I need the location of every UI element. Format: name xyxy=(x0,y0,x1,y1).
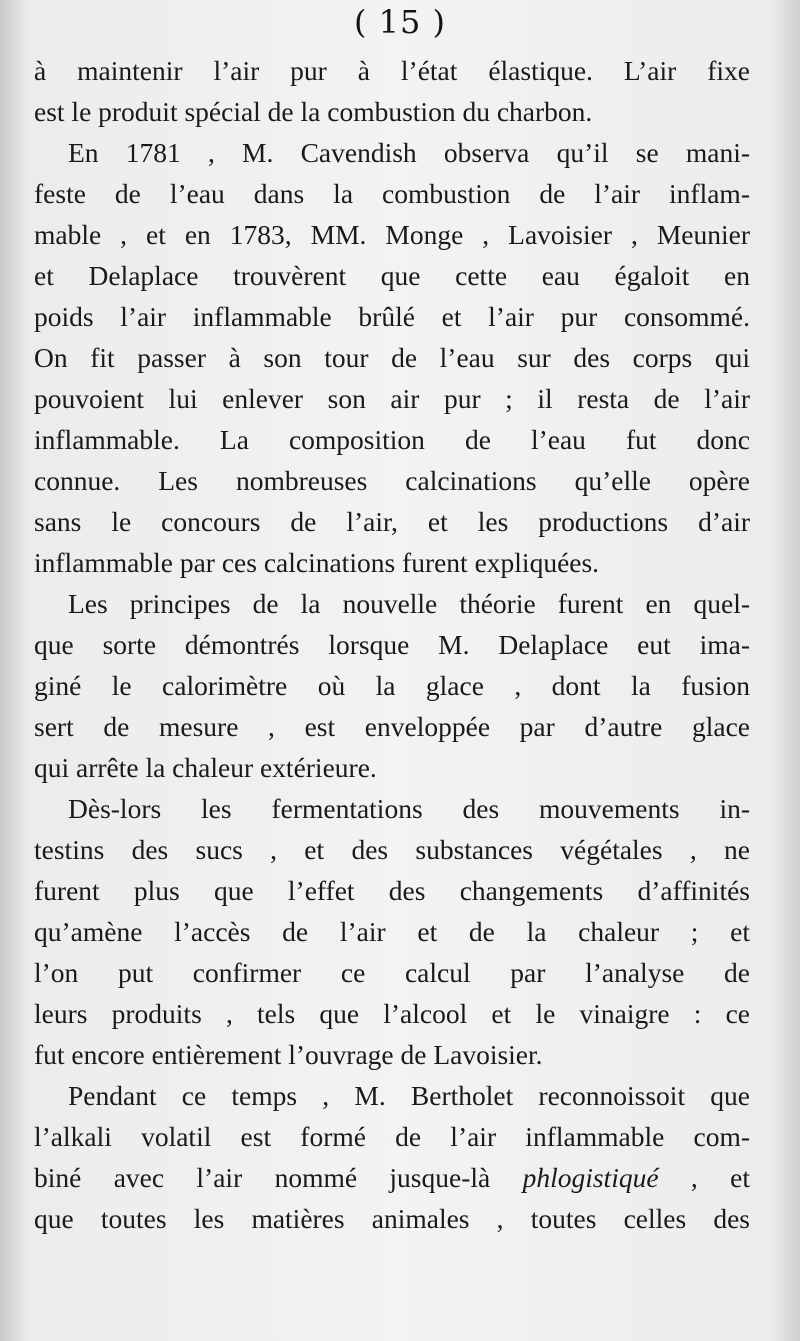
paragraph-start: En 1781 , M. Cavendish observa qu’il se mani- xyxy=(68,137,750,168)
text-line: inflammable. La composition de l’eau fut donc xyxy=(34,424,750,455)
text-line: l’on put confirmer ce calcul par l’analyse de xyxy=(34,957,750,988)
text-line: inflammable par ces calcinations furent expliquées. xyxy=(34,547,600,578)
italic-term: phlogistiqué xyxy=(522,1162,659,1193)
text-line: à maintenir l’air pur à l’état élastique. L’air fixe xyxy=(34,55,750,86)
text-line: sans le concours de l’air, et les productions d’air xyxy=(34,506,750,537)
text-line: furent plus que l’effet des changements d’affinités xyxy=(34,875,750,906)
text-line: mable , et en 1783, MM. Monge , Lavoisier , Meunier xyxy=(34,219,750,250)
text-line: sert de mesure , est enveloppée par d’autre glace xyxy=(34,711,750,742)
text-line: que toutes les matières animales , toutes celles des xyxy=(34,1203,750,1234)
text-line: pouvoient lui enlever son air pur ; il resta de l’air xyxy=(34,383,750,414)
text-line: connue. Les nombreuses calcinations qu’elle opère xyxy=(34,465,750,496)
text-line: giné le calorimètre où la glace , dont la fusion xyxy=(34,670,750,701)
paragraph-start: Pendant ce temps , M. Bertholet reconnoissoit que xyxy=(68,1080,750,1111)
text-segment: biné avec l’air nommé jusque-là xyxy=(34,1162,523,1193)
paragraph-start: Dès-lors les fermentations des mouvements in- xyxy=(68,793,750,824)
paragraph-start: Les principes de la nouvelle théorie furent en quel- xyxy=(68,588,750,619)
text-line: qui arrête la chaleur extérieure. xyxy=(34,752,377,783)
text-line: testins des sucs , et des substances végétales , ne xyxy=(34,834,750,865)
text-line: poids l’air inflammable brûlé et l’air pur consommé. xyxy=(34,301,750,332)
text-line: l’alkali volatil est formé de l’air inflammable com- xyxy=(34,1121,750,1152)
text-line: qu’amène l’accès de l’air et de la chaleur ; et xyxy=(34,916,750,947)
body-text xyxy=(34,50,750,1239)
text-segment: , et xyxy=(658,1162,750,1193)
text-line: est le produit spécial de la combustion du charbon. xyxy=(34,96,593,127)
text-line: et Delaplace trouvèrent que cette eau égaloit en xyxy=(34,260,750,291)
text-line: On fit passer à son tour de l’eau sur des corps qui xyxy=(34,342,750,373)
page-number: ( 15 ) xyxy=(353,3,447,41)
text-line: feste de l’eau dans la combustion de l’air inflam- xyxy=(34,178,750,209)
text-line: que sorte démontrés lorsque M. Delaplace eut ima- xyxy=(34,629,750,660)
text-line-with-italic xyxy=(34,1157,750,1198)
text-line: fut encore entièrement l’ouvrage de Lavoisier. xyxy=(34,1039,543,1070)
text-line: leurs produits , tels que l’alcool et le vinaigre : ce xyxy=(34,998,750,1029)
